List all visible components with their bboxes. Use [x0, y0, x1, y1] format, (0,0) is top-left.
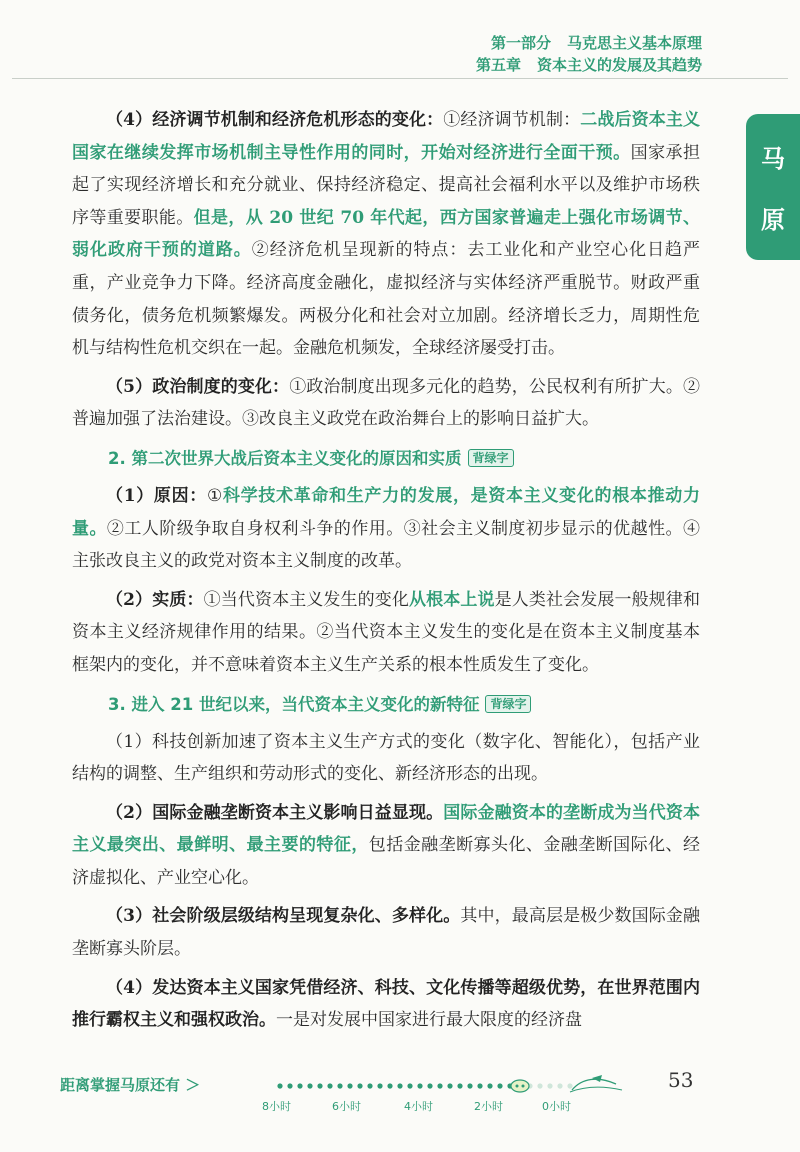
progress-dot — [407, 1083, 412, 1088]
header-part-title: 马克思主义基本原理 — [566, 34, 702, 52]
header-chapter-number: 第五章 — [475, 56, 521, 74]
header-chapter — [460, 54, 702, 76]
tick-label-2h: 2小时 — [474, 1100, 503, 1113]
progress-dot — [347, 1083, 352, 1088]
progress-dot — [437, 1083, 442, 1088]
progress-dot — [457, 1083, 462, 1088]
paragraph-financial-monopoly — [72, 797, 700, 895]
finish-flag-icon — [570, 1075, 622, 1092]
text-run: （1）科技创新加速了资本主义生产方式的变化（数字化、智能化），包括产业结构的调整、生产组织和劳动形式的变化、新经济形态的出现。 — [72, 731, 700, 785]
progress-dot — [557, 1083, 562, 1088]
running-header — [460, 32, 702, 76]
progress-dot — [377, 1083, 382, 1088]
section-heading-causes — [72, 442, 700, 476]
progress-dot — [357, 1083, 362, 1088]
tick-label-8h: 8小时 — [262, 1100, 291, 1113]
tick-label-6h: 6小时 — [332, 1100, 361, 1113]
memorize-badge: 背绿字 — [485, 695, 531, 713]
progress-dot — [397, 1083, 402, 1088]
paragraph-title: 经济调节机制和经济危机形态的变化： — [152, 110, 444, 130]
progress-dot — [387, 1083, 392, 1088]
highlight-text: 国际金融资本的垄断成为当代资本主义最突出、最鲜明、最主要的特征， — [72, 802, 700, 856]
memorize-badge: 背绿字 — [468, 449, 514, 467]
progress-dot — [497, 1083, 502, 1088]
header-part — [460, 32, 702, 54]
text-run: ①当代资本主义发生的变化 — [203, 589, 410, 610]
paragraph-number: （1） — [106, 485, 154, 506]
paragraph-number: （5） — [106, 376, 153, 397]
study-countdown-label: 距离掌握马原还有 ＞ — [60, 1076, 201, 1094]
paragraph-number: （3） — [106, 906, 153, 927]
progress-dot — [537, 1083, 542, 1088]
paragraph-essence — [72, 584, 700, 682]
progress-dot — [287, 1083, 292, 1088]
text-run: 是人类社会发展一般规律和资本主义经济规律作用的结果。②当代资本主义发生的变化是在资本主义制度基本框架内的变化，并不意味着资本主义生产关系的根本性质发生了变化。 — [72, 589, 701, 675]
progress-dot — [477, 1083, 482, 1088]
progress-dot — [277, 1083, 282, 1088]
progress-dot — [447, 1083, 452, 1088]
side-tab-char-1: 马 — [761, 145, 785, 173]
progress-dot — [327, 1083, 332, 1088]
progress-dot — [467, 1083, 472, 1088]
tick-label-4h: 4小时 — [404, 1100, 433, 1113]
text-run: 一是对发展中国家进行最大限度的经济盘 — [276, 1010, 582, 1031]
paragraph-title: 社会阶级层级结构呈现复杂化、多样化。 — [152, 906, 461, 927]
paragraph-tech-innovation — [72, 726, 700, 791]
highlight-text: 从根本上说 — [409, 589, 495, 610]
paragraph-title: 实质： — [152, 589, 204, 610]
highlight-text: 二战后资本主义国家在继续发挥市场机制主导性作用的同时，开始对经济进行全面干预。 — [72, 110, 700, 163]
header-divider — [12, 78, 788, 79]
section-heading-new-features — [72, 688, 700, 722]
progress-dot — [307, 1083, 312, 1088]
tick-label-0h: 0小时 — [542, 1100, 571, 1113]
progress-dot — [317, 1083, 322, 1088]
text-run: ②工人阶级争取自身权利斗争的作用。③社会主义制度初步显示的优越性。④主张改良主义的政党对资本主义制度的改革。 — [72, 518, 701, 572]
text-run: ①经济调节机制： — [443, 110, 581, 130]
text-run: ②经济危机呈现新的特点：去工业化和产业空心化日趋严重，产业竞争力下降。经济高度金融化，虚拟经济与实体经济严重脱节。财政严重债务化，债务危机频繁爆发。两极分化和社会对立加剧。经济增长乏力，周期性危机与结构性危机交织在一起。金融危机频发，全球经济屡受打击。 — [72, 240, 701, 359]
runner-icon — [511, 1080, 529, 1092]
paragraph-class-structure — [72, 900, 700, 965]
paragraph-title: 政治制度的变化： — [152, 376, 290, 397]
highlight-text: 但是，从 20 世纪 70 年代起，西方国家普遍走上强化市场调节、弱化政府干预的道路。 — [72, 207, 700, 261]
progress-dot — [367, 1083, 372, 1088]
page-number: 53 — [668, 1068, 694, 1092]
progress-dot — [337, 1083, 342, 1088]
paragraph-causes — [72, 480, 700, 578]
text-run: 国家承担起了实现经济增长和充分就业、保持经济稳定、提高社会福利水平以及维护市场秩序等重要职能。 — [72, 142, 701, 228]
highlight-text: 科学技术革命和生产力的发展，是资本主义变化的根本推动力量。 — [72, 485, 700, 539]
paragraph-number: （2） — [106, 589, 153, 610]
study-progress-track — [274, 1070, 634, 1114]
paragraph-number: （4） — [106, 977, 153, 998]
paragraph-hegemony — [72, 972, 700, 1037]
text-run: 包括金融垄断寡头化、金融垄断国际化、经济虚拟化、产业空心化。 — [72, 835, 701, 888]
paragraph-political-system — [72, 371, 700, 436]
progress-dot — [297, 1083, 302, 1088]
progress-dot — [487, 1083, 492, 1088]
paragraph-title: 发达资本主义国家凭借经济、科技、文化传播等超级优势，在世界范围内推行霸权主义和强权政治。 — [72, 977, 700, 1031]
page-body — [72, 104, 700, 1043]
header-chapter-title: 资本主义的发展及其趋势 — [536, 56, 702, 74]
section-side-tab — [746, 114, 800, 260]
progress-dot — [417, 1083, 422, 1088]
paragraph-title: 国际金融垄断资本主义影响日益显现。 — [152, 802, 444, 823]
paragraph-number: （4） — [106, 110, 153, 130]
progress-dot — [547, 1083, 552, 1088]
paragraph-number: （2） — [106, 802, 153, 823]
section-heading-text: 3. 进入 21 世纪以来，当代资本主义变化的新特征 — [108, 694, 480, 714]
header-part-number: 第一部分 — [490, 34, 551, 52]
progress-dot — [427, 1083, 432, 1088]
paragraph-economic-regulation — [72, 104, 700, 365]
text-run: ① — [207, 485, 223, 506]
text-run: ①政治制度出现多元化的趋势，公民权利有所扩大。②普遍加强了法治建设。③改良主义政党在政治舞台上的影响日益扩大。 — [72, 376, 700, 430]
section-heading-text: 2. 第二次世界大战后资本主义变化的原因和实质 — [108, 448, 462, 468]
progress-dot — [567, 1083, 572, 1088]
text-run: 其中，最高层是极少数国际金融垄断寡头阶层。 — [72, 906, 700, 960]
side-tab-char-2: 原 — [761, 206, 785, 234]
paragraph-title: 原因： — [153, 485, 208, 506]
